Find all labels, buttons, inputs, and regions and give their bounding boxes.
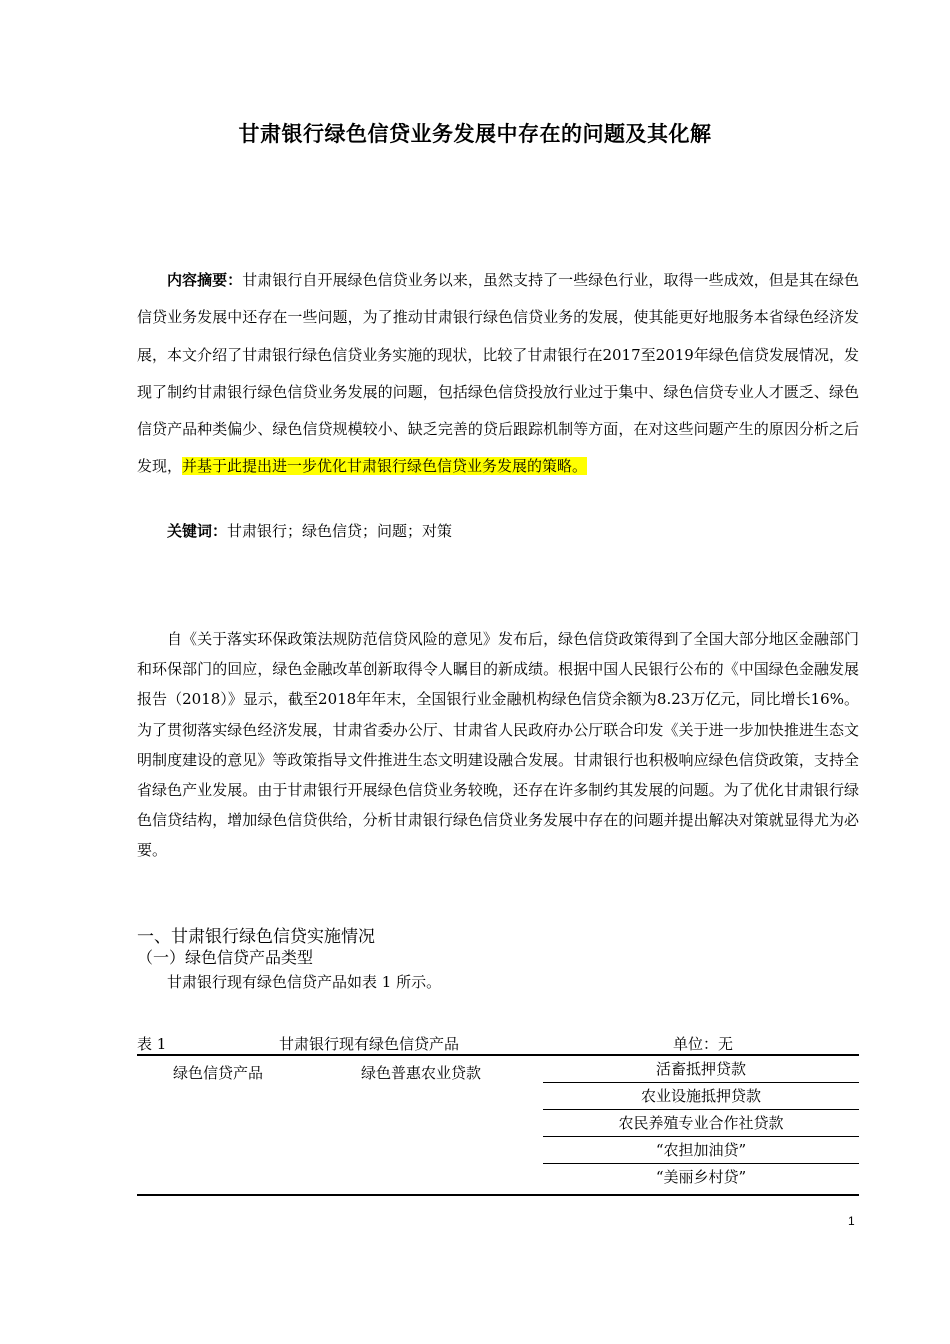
keywords-label: 关键词：	[167, 522, 228, 540]
keywords-line	[167, 520, 452, 541]
abstract-text: 甘肃银行自开展绿色信贷业务以来，虽然支持了一些绿色行业，取得一些成效，但是其在绿色信贷业务发展中还存在一些问题，为了推动甘肃银行绿色信贷业务的发展，使其能更好地服务本省绿色经济发展，本文介绍了甘肃银行绿色信贷业务实施的现状，比较了甘肃银行在2017至2019年绿色信贷发展情况，发现了制约甘肃银行绿色信贷业务发展的问题，包括绿色信贷投放行业过于集中、绿色信贷专业人才匮乏、绿色信贷产品种类偏少、绿色信贷规模较小、缺乏完善的贷后跟踪机制等方面，在对这些问题产生的原因分析之后发现，	[137, 271, 859, 476]
intro-paragraph: 自《关于落实环保政策法规防范信贷风险的意见》发布后，绿色信贷政策得到了全国大部分地区金融部门和环保部门的回应，绿色金融改革创新取得令人瞩目的新成绩。根据中国人民银行公布的《中国绿色金融发展报告（2018）》显示，截至2018年年末，全国银行业金融机构绿色信贷余额为8.23万亿元，同比增长16%。为了贯彻落实绿色经济发展，甘肃省委办公厅、甘肃省人民政府办公厅联合印发《关于进一步加快推进生态文明制度建设的意见》等政策指导文件推进生态文明建设融合发展。甘肃银行也积极响应绿色信贷政策，支持全省绿色产业发展。由于甘肃银行开展绿色信贷业务较晚，还存在许多制约其发展的问题。为了优化甘肃银行绿色信贷结构，增加绿色信贷供给，分析甘肃银行绿色信贷业务发展中存在的问题并提出解决对策就显得尤为必要。	[137, 630, 859, 860]
document-title: 甘肃银行绿色信贷业务发展中存在的问题及其化解	[238, 122, 712, 146]
abstract-paragraph	[137, 262, 859, 486]
table-product-list	[543, 1056, 859, 1190]
abstract-highlighted-text: 并基于此提出进一步优化甘肃银行绿色信贷业务发展的策略。	[182, 457, 588, 476]
abstract-label: 内容摘要：	[167, 271, 243, 289]
products-table	[137, 1054, 859, 1196]
section-heading: 一、甘肃银行绿色信贷实施情况	[137, 927, 375, 947]
table-row: 农业设施抵押贷款	[543, 1083, 859, 1110]
table-intro-text: 甘肃银行现有绿色信贷产品如表 1 所示。	[167, 973, 442, 991]
table-row: 农民养殖专业合作社贷款	[543, 1110, 859, 1137]
table-cell-subcategory: 绿色普惠农业贷款	[361, 1064, 482, 1082]
keywords-text: 甘肃银行；绿色信贷；问题；对策	[227, 522, 453, 540]
table-number: 表 1	[137, 1035, 167, 1053]
subsection-heading: （一）绿色信贷产品类型	[137, 948, 314, 967]
table-row: “农担加油贷”	[543, 1137, 859, 1164]
table-caption	[137, 1033, 859, 1053]
table-row: 活畜抵押贷款	[543, 1056, 859, 1083]
table-unit: 单位：无	[673, 1035, 734, 1053]
table-cell-category: 绿色信贷产品	[173, 1064, 264, 1082]
table-title: 甘肃银行现有绿色信贷产品	[279, 1035, 460, 1053]
table-row: “美丽乡村贷”	[655, 1168, 747, 1186]
page-number: 1	[848, 1214, 855, 1228]
